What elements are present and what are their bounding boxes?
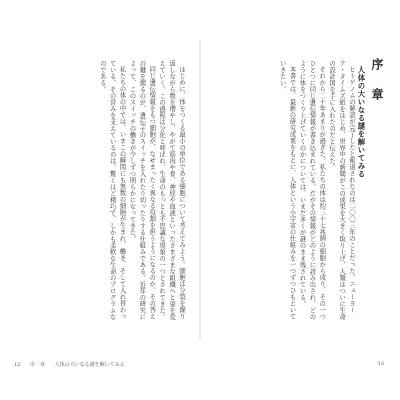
paragraph: 私たちの体の中では、いまこの瞬間にも無数の細胞が生まれ、働き、そして入れ替わっている。その営みを支えているのは、驚くほど精巧で、しかも柔軟な生命のプログラムなのである。	[98, 60, 126, 320]
book-gutter	[199, 40, 201, 340]
paragraph: それから二十年あまりが過ぎた。私たちの体は約三十七兆個の細胞から成り、その一つひとつに同じ遺伝情報が書き込まれている。だがその情報がどのように読み出され、どのように体をつくり上げていくのかについては、いまだ多くが謎のまま残されている。	[298, 60, 326, 320]
right-page-body	[229, 60, 356, 320]
paragraph: ヒトゲノムの解読が完了したと報道されたのは二〇〇三年のことだった。ニューヨーク・タイムズ紙をはじめ、世界中の新聞がこの成果を大きく取り上げ、人類はついに生命の設計図を手に入れたのだと伝えた。	[328, 60, 355, 320]
running-head-title: 人体の大いなる謎を解いてみる	[54, 362, 125, 368]
left-page-footer	[14, 361, 133, 368]
chapter-label: 序 章	[370, 58, 384, 103]
paragraph: 本書では、最新の研究成果をもとに、人体という小宇宙の仕組みを一つずつひもといていきたい。	[278, 60, 296, 320]
right-page-number: 13	[377, 361, 384, 367]
chapter-heading	[356, 58, 386, 188]
chapter-title: 人体の大いなる謎を解いてみる	[357, 66, 366, 178]
paragraph: 同じ遺伝情報をもつ細胞が、なぜまったく異なる役割を担うようになるのか。その答えの鍵を握るのが、遺伝子のスイッチを入れたり切ったりする仕組みである。近年の研究によって、このスイッチの働きが少しずつ明らかになってきた。	[128, 60, 156, 320]
running-head-chapter: 序 章	[29, 362, 45, 368]
left-page-number: 12	[14, 362, 21, 368]
left-page-body	[22, 60, 186, 320]
paragraph: はじめに、体をつくる最小の単位である細胞について考えてみよう。細胞は分裂を繰り返しながら数を増やし、やがて筋肉や骨、神経や血液といったさまざまな組織へと姿を変えていく。この過程は分化と呼ばれ、生命のもっとも不思議な現象の一つとされてきた。	[158, 60, 185, 320]
